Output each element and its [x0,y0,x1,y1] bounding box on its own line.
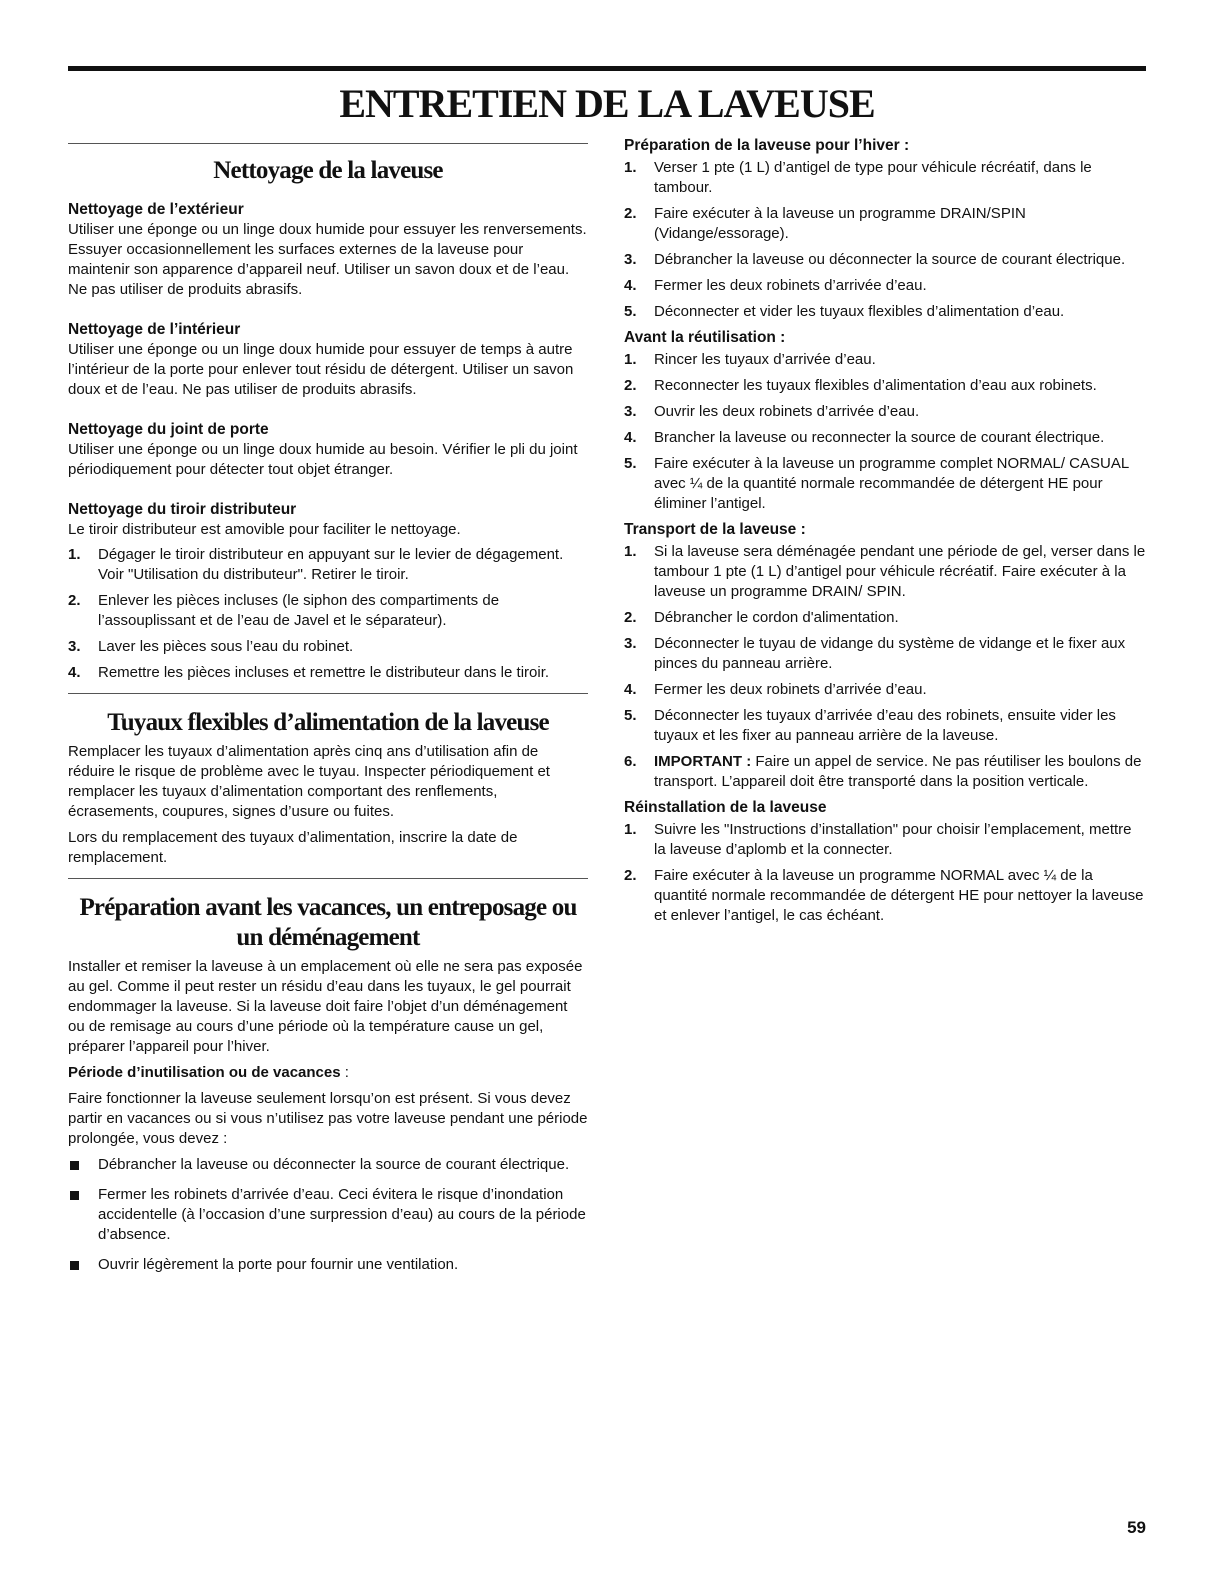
dispenser-steps-list [68,545,588,683]
list-item [624,634,1146,674]
section-divider [68,693,588,694]
inactivity-label: Période d’inutilisation ou de vacances [68,1064,341,1081]
step-number: 4. [624,681,637,698]
step-number: 1. [624,821,637,838]
step-text: Rincer les tuyaux d’arrivée d’eau. [654,351,876,368]
bullet-text: Ouvrir légèrement la porte pour fournir une ventilation. [98,1256,459,1273]
winter-steps-list [624,158,1146,322]
vacation-bullet-list [68,1155,588,1275]
step-number: 2. [624,205,637,222]
list-item [624,608,1146,628]
step-number: 1. [624,159,637,176]
step-text: Reconnecter les tuyaux flexibles d’alimentation d’eau aux robinets. [654,377,1097,394]
subheading-door-seal: Nettoyage du joint de porte [68,421,269,438]
subheading-winter: Préparation de la laveuse pour l’hiver : [624,137,910,154]
list-item [624,866,1146,926]
step-number: 2. [624,377,637,394]
step-number: 5. [624,707,637,724]
step-text: Remettre les pièces incluses et remettre le distributeur dans le tiroir. [98,664,550,681]
list-item [68,637,588,657]
list-item [624,752,1146,792]
step-number: 1. [624,351,637,368]
step-number: 5. [624,303,637,320]
left-column [68,136,588,1275]
step-number: 2. [624,867,637,884]
subheading-transport: Transport de la laveuse : [624,521,806,538]
step-number: 4. [624,429,637,446]
reinstall-steps-list [624,820,1146,926]
step-text: Enlever les pièces incluses (le siphon des compartiments de l’assouplissant et de l’eau de Javel et le séparateur). [98,592,500,629]
step-number: 1. [68,546,81,563]
step-text: Si la laveuse sera déménagée pendant une période de gel, verser dans le tambour 1 pte (1 L) d’antigel pour véhicule récréatif. Faire exécuter à la laveuse un programme DRAIN/ SPIN. [654,543,1146,600]
section-heading-cleaning: Nettoyage de la laveuse [213,157,443,184]
list-item [624,706,1146,746]
step-text: Faire exécuter à la laveuse un programme NORMAL avec ¼ de la quantité normale recommandée de détergent HE pour nettoyer la laveuse et enlever l’antigel, le cas échéant. [654,867,1144,924]
step-text: Laver les pièces sous l’eau du robinet. [98,638,354,655]
step-number: 3. [624,251,637,268]
step-number: 4. [68,664,81,681]
paragraph-interior: Utiliser une éponge ou un linge doux humide pour essuyer de temps à autre l’intérieur de la porte pour enlever tout résidu de détergent. Utiliser un savon doux et de l’eau. Ne pas utiliser de produits abrasifs. [68,341,574,398]
page-number: 59 [1127,1518,1146,1537]
list-item [624,204,1146,244]
page-title: ENTRETIEN DE LA LAVEUSE [339,81,875,126]
list-item [624,542,1146,602]
list-item [624,820,1146,860]
right-column [624,136,1146,926]
step-number: 5. [624,455,637,472]
list-item [624,250,1146,270]
step-text: Déconnecter les tuyaux d’arrivée d’eau des robinets, ensuite vider les tuyaux et les fixer au panneau arrière de la laveuse. [654,707,1116,744]
section-divider [68,143,588,144]
bullet-text: Débrancher la laveuse ou déconnecter la source de courant électrique. [98,1156,570,1173]
step-number: 3. [68,638,81,655]
paragraph-dispenser-drawer: Le tiroir distributeur est amovible pour faciliter le nettoyage. [68,521,461,538]
subheading-dispenser-drawer: Nettoyage du tiroir distributeur [68,501,297,518]
list-item [624,402,1146,422]
subheading-reinstallation: Réinstallation de la laveuse [624,799,827,816]
subheading-before-reuse: Avant la réutilisation : [624,329,786,346]
step-text: Faire exécuter à la laveuse un programme DRAIN/SPIN (Vidange/essorage). [654,205,1026,242]
section-heading-vacation: Préparation avant les vacances, un entreposage ou un déménagement [79,894,577,951]
list-item [68,1155,588,1175]
paragraph-vacation-label [68,1063,588,1083]
section-heading-hoses: Tuyaux flexibles d’alimentation de la laveuse [107,709,549,736]
list-item [624,350,1146,370]
step-text: Ouvrir les deux robinets d’arrivée d’eau. [654,403,920,420]
bullet-text: Fermer les robinets d’arrivée d’eau. Ceci évitera le risque d’inondation accidentelle (à l’occasion d’une surpression d’eau) au cours de la période d’absence. [98,1186,586,1243]
step-text: Faire un appel de service. Ne pas réutiliser les boulons de transport. L’appareil doit être transporté dans la position verticale. [654,753,1142,790]
inactivity-label-suffix: : [340,1064,349,1081]
step-number: 2. [68,592,81,609]
step-number: 2. [624,609,637,626]
step-number: 3. [624,403,637,420]
step-text: Faire exécuter à la laveuse un programme complet NORMAL/ CASUAL avec ¼ de la quantité normale recommandée de détergent HE pour éliminer l’antigel. [654,455,1129,512]
top-rule [68,66,1146,71]
list-item [68,545,588,585]
step-text: Fermer les deux robinets d’arrivée d’eau. [654,277,927,294]
list-item [68,1185,588,1245]
step-number: 4. [624,277,637,294]
list-item [68,663,588,683]
section-divider [68,878,588,879]
list-item [68,1255,588,1275]
step-text: Dégager le tiroir distributeur en appuyant sur le levier de dégagement. Voir "Utilisation du distributeur". Retirer le tiroir. [98,546,564,583]
list-item [624,276,1146,296]
transport-steps-list [624,542,1146,792]
list-item [624,302,1146,322]
list-item [624,158,1146,198]
list-item [624,428,1146,448]
step-number: 6. [624,753,637,770]
step-number: 1. [624,543,637,560]
subheading-exterior: Nettoyage de l’extérieur [68,201,244,218]
step-text: Débrancher le cordon d'alimentation. [654,609,899,626]
list-item [624,376,1146,396]
step-text: Verser 1 pte (1 L) d’antigel de type pour véhicule récréatif, dans le tambour. [654,159,1092,196]
step-text: Déconnecter et vider les tuyaux flexibles d’alimentation d’eau. [654,303,1065,320]
step-text: Fermer les deux robinets d’arrivée d’eau. [654,681,927,698]
step-text: Suivre les "Instructions d’installation" pour choisir l’emplacement, mettre la laveuse d’aplomb et la connecter. [654,821,1132,858]
important-label: IMPORTANT : [654,753,752,770]
paragraph-hoses-1: Remplacer les tuyaux d’alimentation après cinq ans d’utilisation afin de réduire le risque de problème avec le tuyau. Inspecter périodiquement et remplacer les tuyaux d’alimentation comportant des renflements, écrasements, coupures, signes d’usure ou fuites. [68,743,550,820]
list-item [68,591,588,631]
step-text: Débrancher la laveuse ou déconnecter la source de courant électrique. [654,251,1126,268]
step-text: Brancher la laveuse ou reconnecter la source de courant électrique. [654,429,1105,446]
subheading-interior: Nettoyage de l’intérieur [68,321,241,338]
reuse-steps-list [624,350,1146,514]
list-item [624,454,1146,514]
paragraph-hoses-2: Lors du remplacement des tuyaux d’alimentation, inscrire la date de remplacement. [68,829,518,866]
paragraph-vacation-2: Faire fonctionner la laveuse seulement lorsqu’on est présent. Si vous devez partir en vacances ou si vous n’utilisez pas votre laveuse pendant une période prolongée, vous devez : [68,1090,588,1147]
list-item [624,680,1146,700]
step-number: 3. [624,635,637,652]
paragraph-vacation-1: Installer et remiser la laveuse à un emplacement où elle ne sera pas exposée au gel. Comme il peut rester un résidu d’eau dans les tuyaux, le gel pourrait endommager la laveuse. Si la laveuse doit faire l’objet d’un déménagement ou de remisage au cours d’une période où la température cause un gel, préparer l’appareil pour l’hiver. [68,958,583,1055]
paragraph-door-seal: Utiliser une éponge ou un linge doux humide au besoin. Vérifier le pli du joint périodiquement pour détecter tout objet étranger. [68,441,578,478]
step-text: Déconnecter le tuyau de vidange du système de vidange et le fixer aux pinces du panneau arrière. [654,635,1126,672]
paragraph-exterior: Utiliser une éponge ou un linge doux humide pour essuyer les renversements. Essuyer occasionnellement les surfaces externes de la laveuse pour maintenir son apparence d’appareil neuf. Utiliser un savon doux et de l’eau. Ne pas utiliser de produits abrasifs. [68,221,587,298]
